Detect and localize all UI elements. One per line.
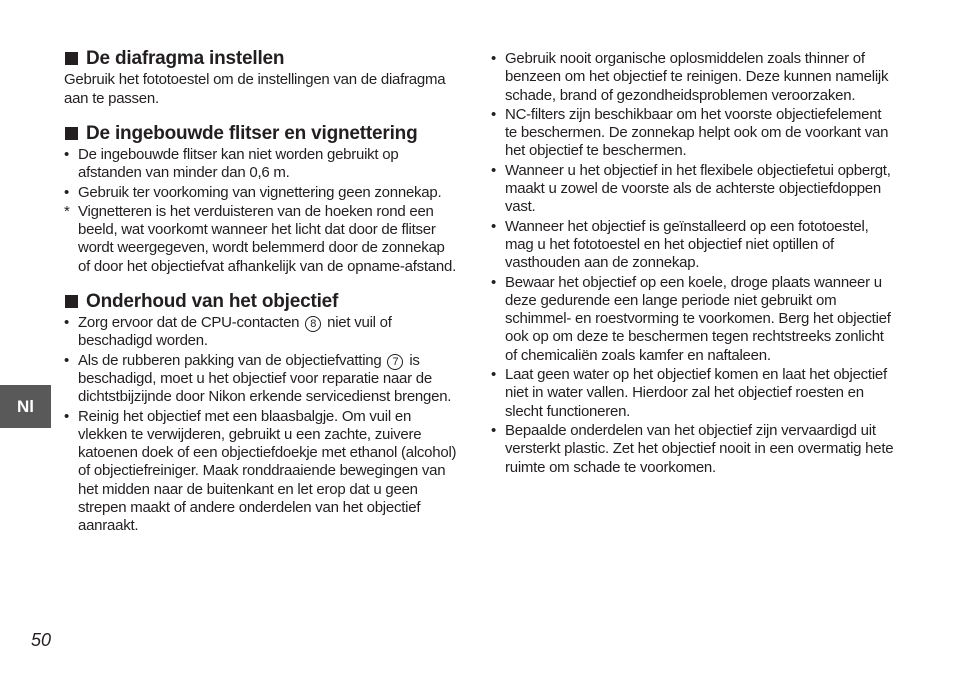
list-item xyxy=(491,274,895,365)
list-item-text: Gebruik ter voorkoming van vignettering geen zonnekap. xyxy=(78,183,442,201)
list-item-text: Bewaar het objectief op een koele, droge plaats wanneer u deze gedurende een lange periode niet gebruikt om schimmel- en roestvorming te voorkomen. Berg het objectief ook op om deze te beschermen tegen rechtstreeks zonlicht of chemicaliën zoals kamfer en naftaleen. xyxy=(505,273,891,364)
ref-number-8-icon: 8 xyxy=(305,316,321,332)
heading-lens-care xyxy=(64,291,460,313)
list-item-text: Gebruik nooit organische oplosmiddelen zoals thinner of benzeen om het objectief te reinigen. Deze kunnen namelijk schade, brand of gezondheidsproblemen veroorzaken. xyxy=(505,50,889,104)
care-list-continued xyxy=(491,50,895,477)
square-bullet-icon xyxy=(65,295,78,308)
page-number: 50 xyxy=(31,630,52,650)
list-item-text: Laat geen water op het objectief komen en laat het objectief niet in water vallen. Hierdoor zal het objectief roesten en slecht functioneren. xyxy=(505,366,887,420)
list-item xyxy=(64,408,460,536)
heading-flash-vignetting-text: De ingebouwde flitser en vignettering xyxy=(86,123,418,144)
bullet-marker: • xyxy=(64,183,70,201)
bullet-marker: • xyxy=(64,407,70,425)
bullet-marker: • xyxy=(491,273,497,291)
list-item-text-before: Als de rubberen pakking van de objectiefvatting xyxy=(78,351,382,369)
list-item xyxy=(64,314,460,351)
bullet-marker: • xyxy=(64,314,70,332)
heading-lens-care-text: Onderhoud van het objectief xyxy=(86,291,339,313)
left-column xyxy=(64,48,460,537)
list-item xyxy=(491,50,895,105)
asterisk-marker: * xyxy=(64,202,70,220)
bullet-marker: • xyxy=(491,50,497,67)
heading-aperture-text: De diafragma instellen xyxy=(86,48,285,69)
bullet-marker: • xyxy=(64,351,70,369)
list-item-text: Wanneer het objectief is geïnstalleerd op een fototoestel, mag u het fototoestel en het objectief niet optillen of vasthouden aan de zonnekap. xyxy=(505,217,869,272)
footnote-text: Vignetteren is het verduisteren van de hoeken rond een beeld, wat voorkomt wanneer het licht dat door de flitser wordt weergegeven, wordt belemmerd door de zonnekap of door het objectiefvat afhankelijk van de opname-afstand. xyxy=(78,202,457,275)
bullet-marker: • xyxy=(64,146,70,163)
list-item xyxy=(491,218,895,273)
ref-number-7-icon: 7 xyxy=(387,354,403,370)
bullet-marker: • xyxy=(491,217,497,235)
flash-list xyxy=(64,146,460,276)
square-bullet-icon xyxy=(65,52,78,65)
heading-flash-vignetting xyxy=(64,123,460,145)
list-item-text: Reinig het objectief met een blaasbalgje. Om vuil en vlekken te verwijderen, gebruikt u een zachte, zuivere katoenen doek of een objectiefdoekje met ethanol (alcohol) of objectiefreiniger. Maak ronddraaiende bewegingen van het midden naar de buitenkant en let erop dat u geen strepen maakt of andere onderdelen van het objectief aanraakt. xyxy=(78,407,457,535)
list-item-text: De ingebouwde flitser kan niet worden gebruikt op afstanden van minder dan 0,6 m. xyxy=(78,146,399,182)
list-item-text-before: Zorg ervoor dat de CPU-contacten xyxy=(78,314,300,332)
list-item xyxy=(64,184,460,202)
list-item-text: Wanneer u het objectief in het flexibele objectiefetui opbergt, maakt u zowel de voorste als de achterste objectiefdoppen vast. xyxy=(505,161,891,216)
list-item-text: Bepaalde onderdelen van het objectief zijn vervaardigd uit versterkt plastic. Zet het objectief nooit in een overmatig hete ruimte om schade te voorkomen. xyxy=(505,421,894,476)
footnote-item xyxy=(64,203,460,276)
list-item-text-after: is beschadigd, moet u het objectief voor reparatie naar de dichtstbijzijnde door Nikon erkende servicedienst brengen. xyxy=(78,351,452,406)
list-item-text-after: niet vuil of beschadigd worden. xyxy=(78,314,392,350)
right-column xyxy=(491,49,895,478)
heading-aperture xyxy=(64,48,460,70)
list-item xyxy=(64,352,460,407)
list-item xyxy=(491,162,895,217)
list-item xyxy=(491,366,895,421)
aperture-text: Gebruik het fototoestel om de instellingen van de diafragma aan te passen. xyxy=(64,71,446,107)
list-item xyxy=(491,106,895,161)
bullet-marker: • xyxy=(491,366,497,384)
square-bullet-icon xyxy=(65,127,78,140)
list-item xyxy=(64,146,460,183)
bullet-marker: • xyxy=(491,161,497,179)
care-list xyxy=(64,314,460,536)
bullet-marker: • xyxy=(491,105,497,123)
list-item xyxy=(491,422,895,477)
list-item-text: NC-filters zijn beschikbaar om het voorste objectiefelement te beschermen. De zonnekap helpt ook om de voorkant van het objectief te beschermen. xyxy=(505,105,889,160)
bullet-marker: • xyxy=(491,421,497,439)
language-tab: Nl xyxy=(0,385,51,428)
